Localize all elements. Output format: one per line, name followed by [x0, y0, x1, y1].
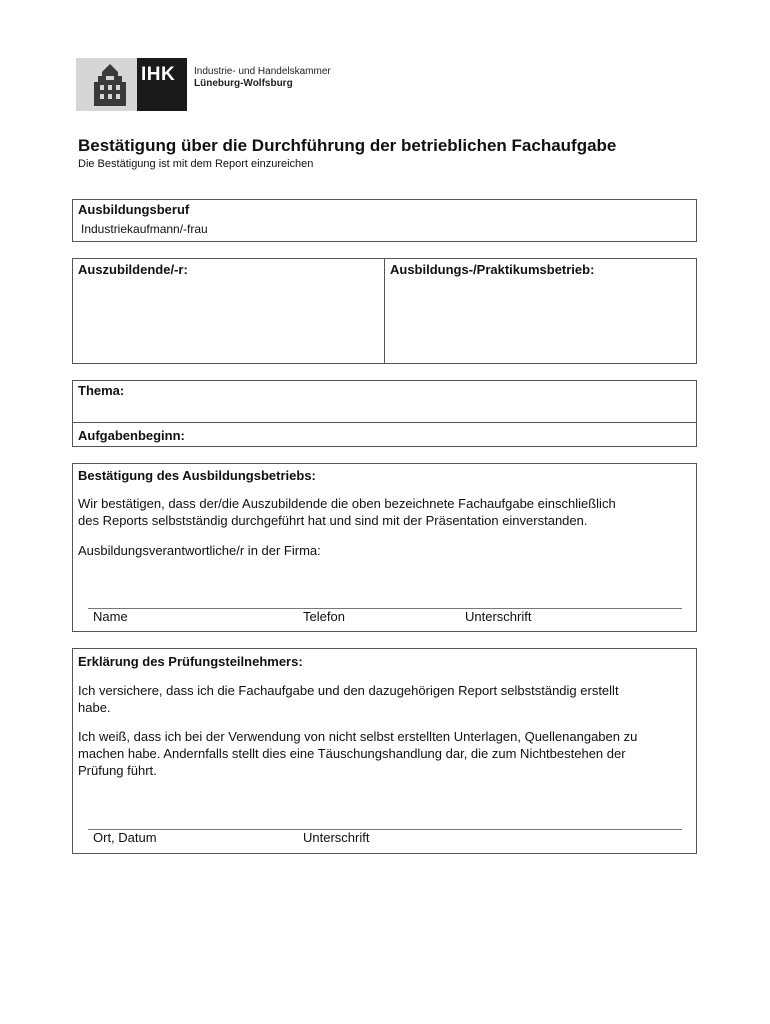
responsible-label: Ausbildungsverantwortliche/r in der Firma:: [78, 543, 321, 558]
signature-phone-label: Telefon: [303, 609, 345, 624]
chamber-name-line1: Industrie- und Handelskammer: [194, 66, 331, 77]
ausbildungsberuf-label: Ausbildungsberuf: [78, 202, 190, 217]
building-icon: [88, 62, 132, 108]
company-label: Ausbildungs-/Praktikumsbetrieb:: [390, 262, 595, 277]
declaration-p1-line1: Ich versichere, dass ich die Fachaufgabe und den dazugehörigen Report selbstständig erstellt: [78, 683, 619, 698]
chamber-name-line2: Lüneburg-Wolfsburg: [194, 78, 293, 89]
company-confirmation-text-line1: Wir bestätigen, dass der/die Auszubildende die oben bezeichnete Fachaufgabe einschließlich: [78, 496, 616, 511]
document-subtitle: Die Bestätigung ist mit dem Report einzureichen: [78, 158, 314, 170]
topic-divider: [72, 422, 697, 423]
thema-label: Thema:: [78, 383, 125, 398]
candidate-declaration-heading: Erklärung des Prüfungsteilnehmers:: [78, 654, 303, 669]
declaration-p1-line2: habe.: [78, 700, 111, 715]
signature-candidate-label: Unterschrift: [303, 830, 370, 845]
document-title: Bestätigung über die Durchführung der betrieblichen Fachaufgabe: [78, 136, 617, 155]
company-signature-line: [88, 608, 682, 609]
signature-company-label: Unterschrift: [465, 609, 532, 624]
declaration-p2-line3: Prüfung führt.: [78, 763, 157, 778]
aufgabenbeginn-label: Aufgabenbeginn:: [78, 428, 185, 443]
company-confirmation-heading: Bestätigung des Ausbildungsbetriebs:: [78, 468, 316, 483]
trainee-label: Auszubildende/-r:: [78, 262, 188, 277]
company-confirmation-text-line2: des Reports selbstständig durchgeführt hat und sind mit der Präsentation einverstanden.: [78, 513, 588, 528]
ausbildungsberuf-value: Industriekaufmann/-frau: [81, 222, 208, 236]
candidate-signature-line: [88, 829, 682, 830]
signature-place-date-label: Ort, Datum: [93, 830, 157, 845]
logo-text: IHK: [141, 64, 176, 85]
signature-name-label: Name: [93, 609, 128, 624]
declaration-p2-line1: Ich weiß, dass ich bei der Verwendung von nicht selbst erstellten Unterlagen, Quellenangaben zu: [78, 729, 638, 744]
declaration-p2-line2: machen habe. Andernfalls stellt dies eine Täuschungshandlung dar, die zum Nichtbestehen der: [78, 746, 626, 761]
parties-divider: [384, 258, 385, 364]
